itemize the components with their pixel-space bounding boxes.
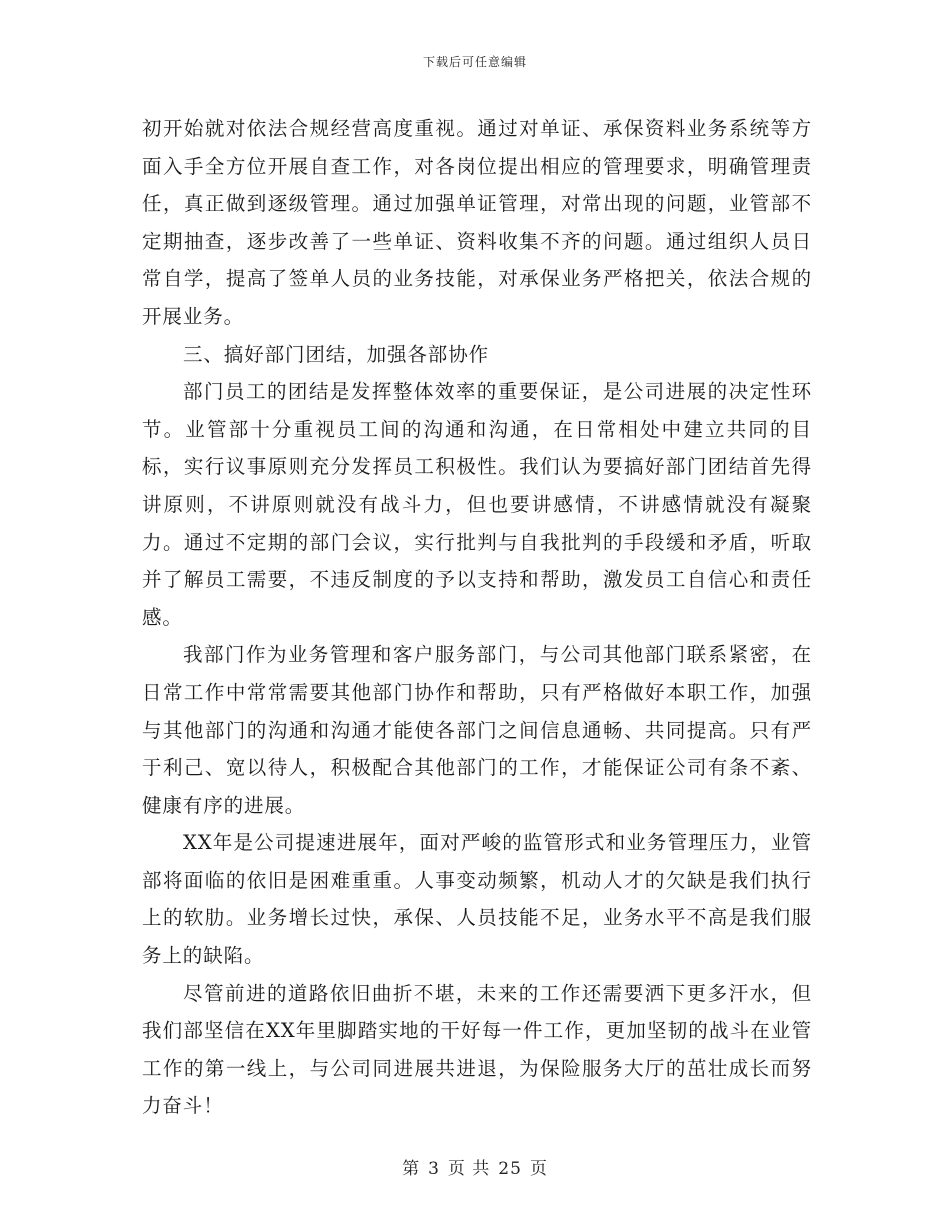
current-page-number: 3 (428, 1159, 440, 1179)
section-heading: 三、搞好部门团结，加强各部协作 (183, 342, 490, 366)
paragraph-team-unity: 部门员工的团结是发挥整体效率的重要保证，是公司进展的决定性环节。业管部十分重视员工间的沟通和沟通，在日常相处中建立共同的目标，实行议事原则充分发挥员工积极性。我们认为要搞好部门团结首先得讲原则，不讲原则就没有战斗力，但也要讲感情，不讲感情就没有凝聚力。通过不定期的部门会议，实行批判与自我批判的手段缓和矛盾，听取并了解员工需要，不违反制度的予以支持和帮助，激发员工自信心和责任感。 (142, 380, 812, 629)
footer-suffix: 页 (529, 1159, 548, 1179)
total-pages-number: 25 (498, 1159, 522, 1179)
document-body (142, 110, 812, 1125)
paragraph-challenges: XX年是公司提速进展年，面对严峻的监管形式和业务管理压力，业管部将面临的依旧是困难重重。人事变动频繁，机动人才的欠缺是我们执行上的软肋。业务增长过快，承保、人员技能不足，业务水平不高是我们服务上的缺陷。 (142, 831, 812, 968)
page-footer (0, 1154, 950, 1179)
footer-prefix: 第 (402, 1159, 421, 1179)
paragraph-department-cooperation: 我部门作为业务管理和客户服务部门，与公司其他部门联系紧密，在日常工作中常常需要其他部门协作和帮助，只有严格做好本职工作，加强与其他部门的沟通和沟通才能使各部门之间信息通畅、共同提高。只有严于利己、宽以待人，积极配合其他部门的工作，才能保证公司有条不紊、健康有序的进展。 (142, 643, 812, 817)
footer-middle: 页 共 (447, 1159, 491, 1179)
paragraph-conclusion: 尽管前进的道路依旧曲折不堪，未来的工作还需要洒下更多汗水，但我们部坚信在XX年里脚踏实地的干好每一件工作，更加坚韧的战斗在业管工作的第一线上，与公司同进展共进退，为保险服务大厅的茁壮成长而努力奋斗！ (142, 981, 812, 1118)
paragraph-continuation: 初开始就对依法合规经营高度重视。通过对单证、承保资料业务系统等方面入手全方位开展自查工作，对各岗位提出相应的管理要求，明确管理责任，真正做到逐级管理。通过加强单证管理，对常出现的问题，业管部不定期抽查，逐步改善了一些单证、资料收集不齐的问题。通过组织人员日常自学，提高了签单人员的业务技能，对承保业务严格把关，依法合规的开展业务。 (142, 117, 812, 328)
page-header: 下载后可任意编辑 (422, 55, 527, 69)
